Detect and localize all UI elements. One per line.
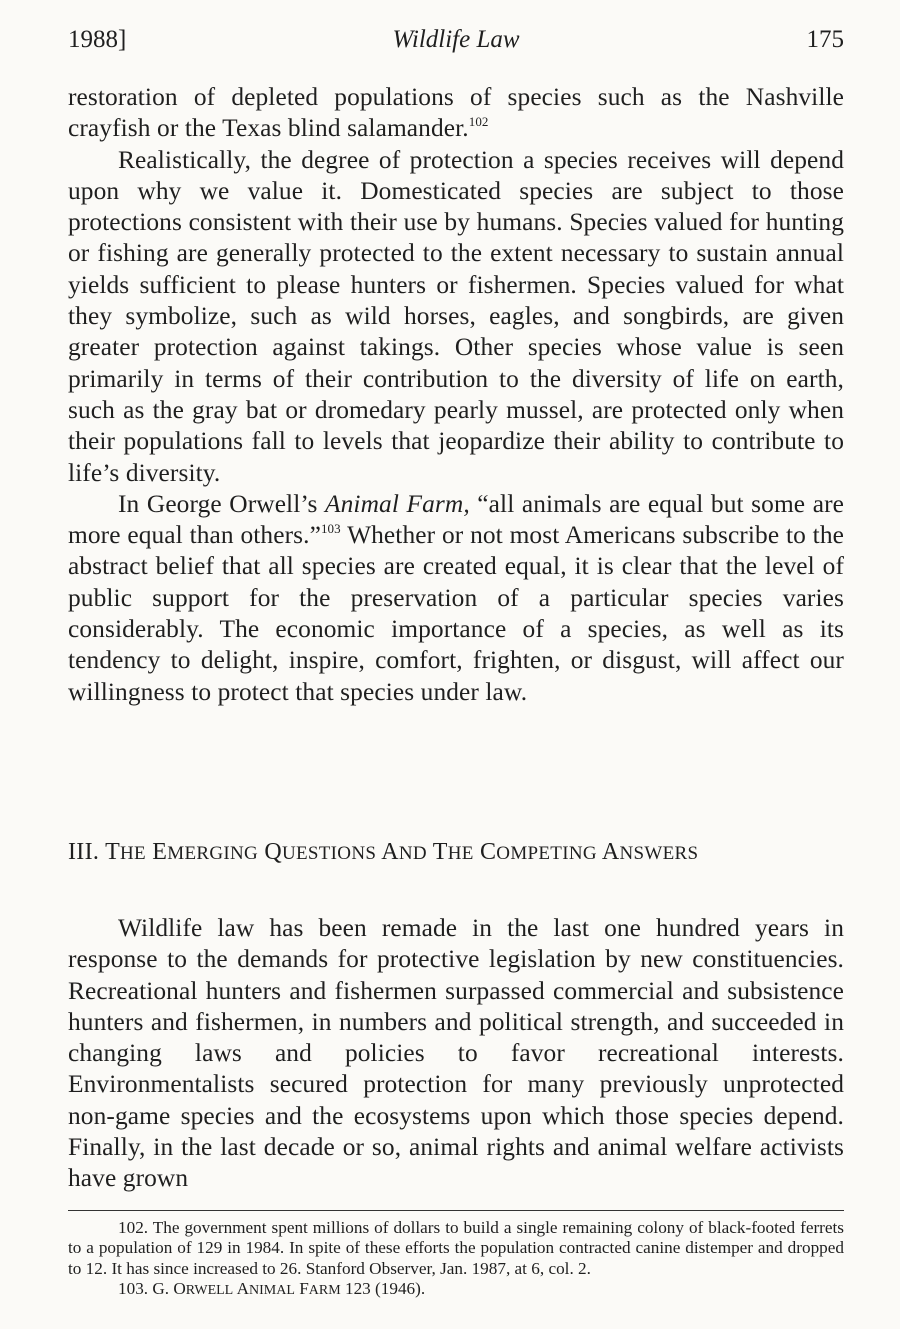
heading-word-3-initial: Q [264, 839, 282, 865]
footnote-103-cite: 123 (1946). [340, 1278, 426, 1298]
heading-word-2-rest: MERGING [167, 843, 259, 864]
heading-word-2-initial: E [152, 839, 168, 865]
footnote-103-title-w1-initial: A [236, 1278, 250, 1298]
heading-word-6-rest: OMPETING [496, 843, 597, 864]
orwell-intro: In George Orwell’s [118, 489, 326, 518]
heading-word-4-rest: ND [398, 843, 427, 864]
paragraph-restoration [68, 82, 844, 145]
heading-word-5-initial: T [432, 839, 448, 865]
heading-word-4-initial: A [381, 839, 399, 865]
heading-word-7-initial: A [601, 839, 620, 865]
footnote-ref-102: 102 [468, 114, 489, 130]
footnote-102: 102. The government spent millions of dollars to build a single remaining colony of black-footed ferrets to a population of 129 in 1984. In spite of these efforts the population contracted canine distemper and dropped to 12. It has since increased to 26. Stanford Observer, Jan. 1987, at 6, col. 2. [68, 1218, 844, 1278]
body-text-upper [68, 82, 844, 708]
running-head-title: Wildlife Law [392, 26, 520, 53]
footnote-103-author-rest: RWELL [185, 1282, 234, 1298]
footnote-103-title-w1-rest: NIMAL [249, 1282, 295, 1298]
section-heading [68, 834, 844, 872]
paragraph-orwell [68, 489, 844, 708]
paragraph-restoration-text: restoration of depleted populations of species such as the Nashville crayfish or the Texas blind salamander. [68, 83, 844, 143]
heading-word-3-rest: UESTIONS [281, 843, 377, 864]
orwell-rest: Whether or not most Americans subscribe to the abstract belief that all species are created equal, it is clear that the level of public support for the preservation of a particular species varies considerably. The economic importance of a species, as well as its tendency to delight, inspire, comfort, frighten, or disgust, will affect our willingness to protect that species under law. [68, 521, 844, 706]
heading-word-1-rest: HE [120, 843, 146, 864]
footnote-103-title-w2-rest: ARM [308, 1282, 341, 1298]
heading-word-6-initial: C [479, 839, 497, 865]
orwell-quote: “all animals are equal but some are more equal than others.” [68, 489, 844, 550]
running-head-year: 1988] [68, 26, 127, 53]
section-numeral: III. [68, 839, 100, 865]
footnote-103-title-w2-initial: F [299, 1278, 309, 1298]
heading-word-5-rest: HE [447, 843, 474, 864]
paragraph-realistically: Realistically, the degree of protection a species receives will depend upon why we value it. Domesticated species are subject to those protections consistent with their use by humans. Species valued for hunting or fishing are generally protected to the extent necessary to sustain annual yields sufficient to please hunters or fishermen. Species valued for what they symbolize, such as wild horses, eagles, and songbirds, are given greater protection against takings. Other species whose value is seen primarily in terms of their contribution to the diversity of life on earth, such as the gray bat or dromedary pearly mussel, are protected only when their populations fall to levels that jeopardize their ability to contribute to life’s diversity. [68, 145, 844, 487]
footnote-ref-103: 103 [320, 521, 341, 537]
heading-word-1-initial: T [105, 839, 121, 865]
footnotes [68, 1218, 844, 1301]
heading-word-7-rest: NSWERS [619, 843, 699, 864]
paragraph-wildlife-law: Wildlife law has been remade in the last one hundred years in response to the demands for protective legislation by new constituencies. Recreational hunters and fishermen surpassed commercial and subsistence hunters and fishermen, in numbers and political strength, and succeeded in changing laws and policies to favor recreational interests. Environmentalists secured protection for many previously unprotected non-game species and the ecosystems upon which those species depend. Finally, in the last decade or so, animal rights and animal welfare activists have grown [68, 914, 844, 1193]
footnote-103 [68, 1279, 844, 1301]
running-head [68, 22, 844, 58]
book-title-animal-farm: Animal Farm, [325, 489, 470, 518]
footnote-divider [68, 1210, 844, 1211]
page-number: 175 [806, 26, 844, 53]
body-text-lower [68, 913, 844, 1195]
footnote-103-lead: 103. G. O [118, 1278, 186, 1298]
